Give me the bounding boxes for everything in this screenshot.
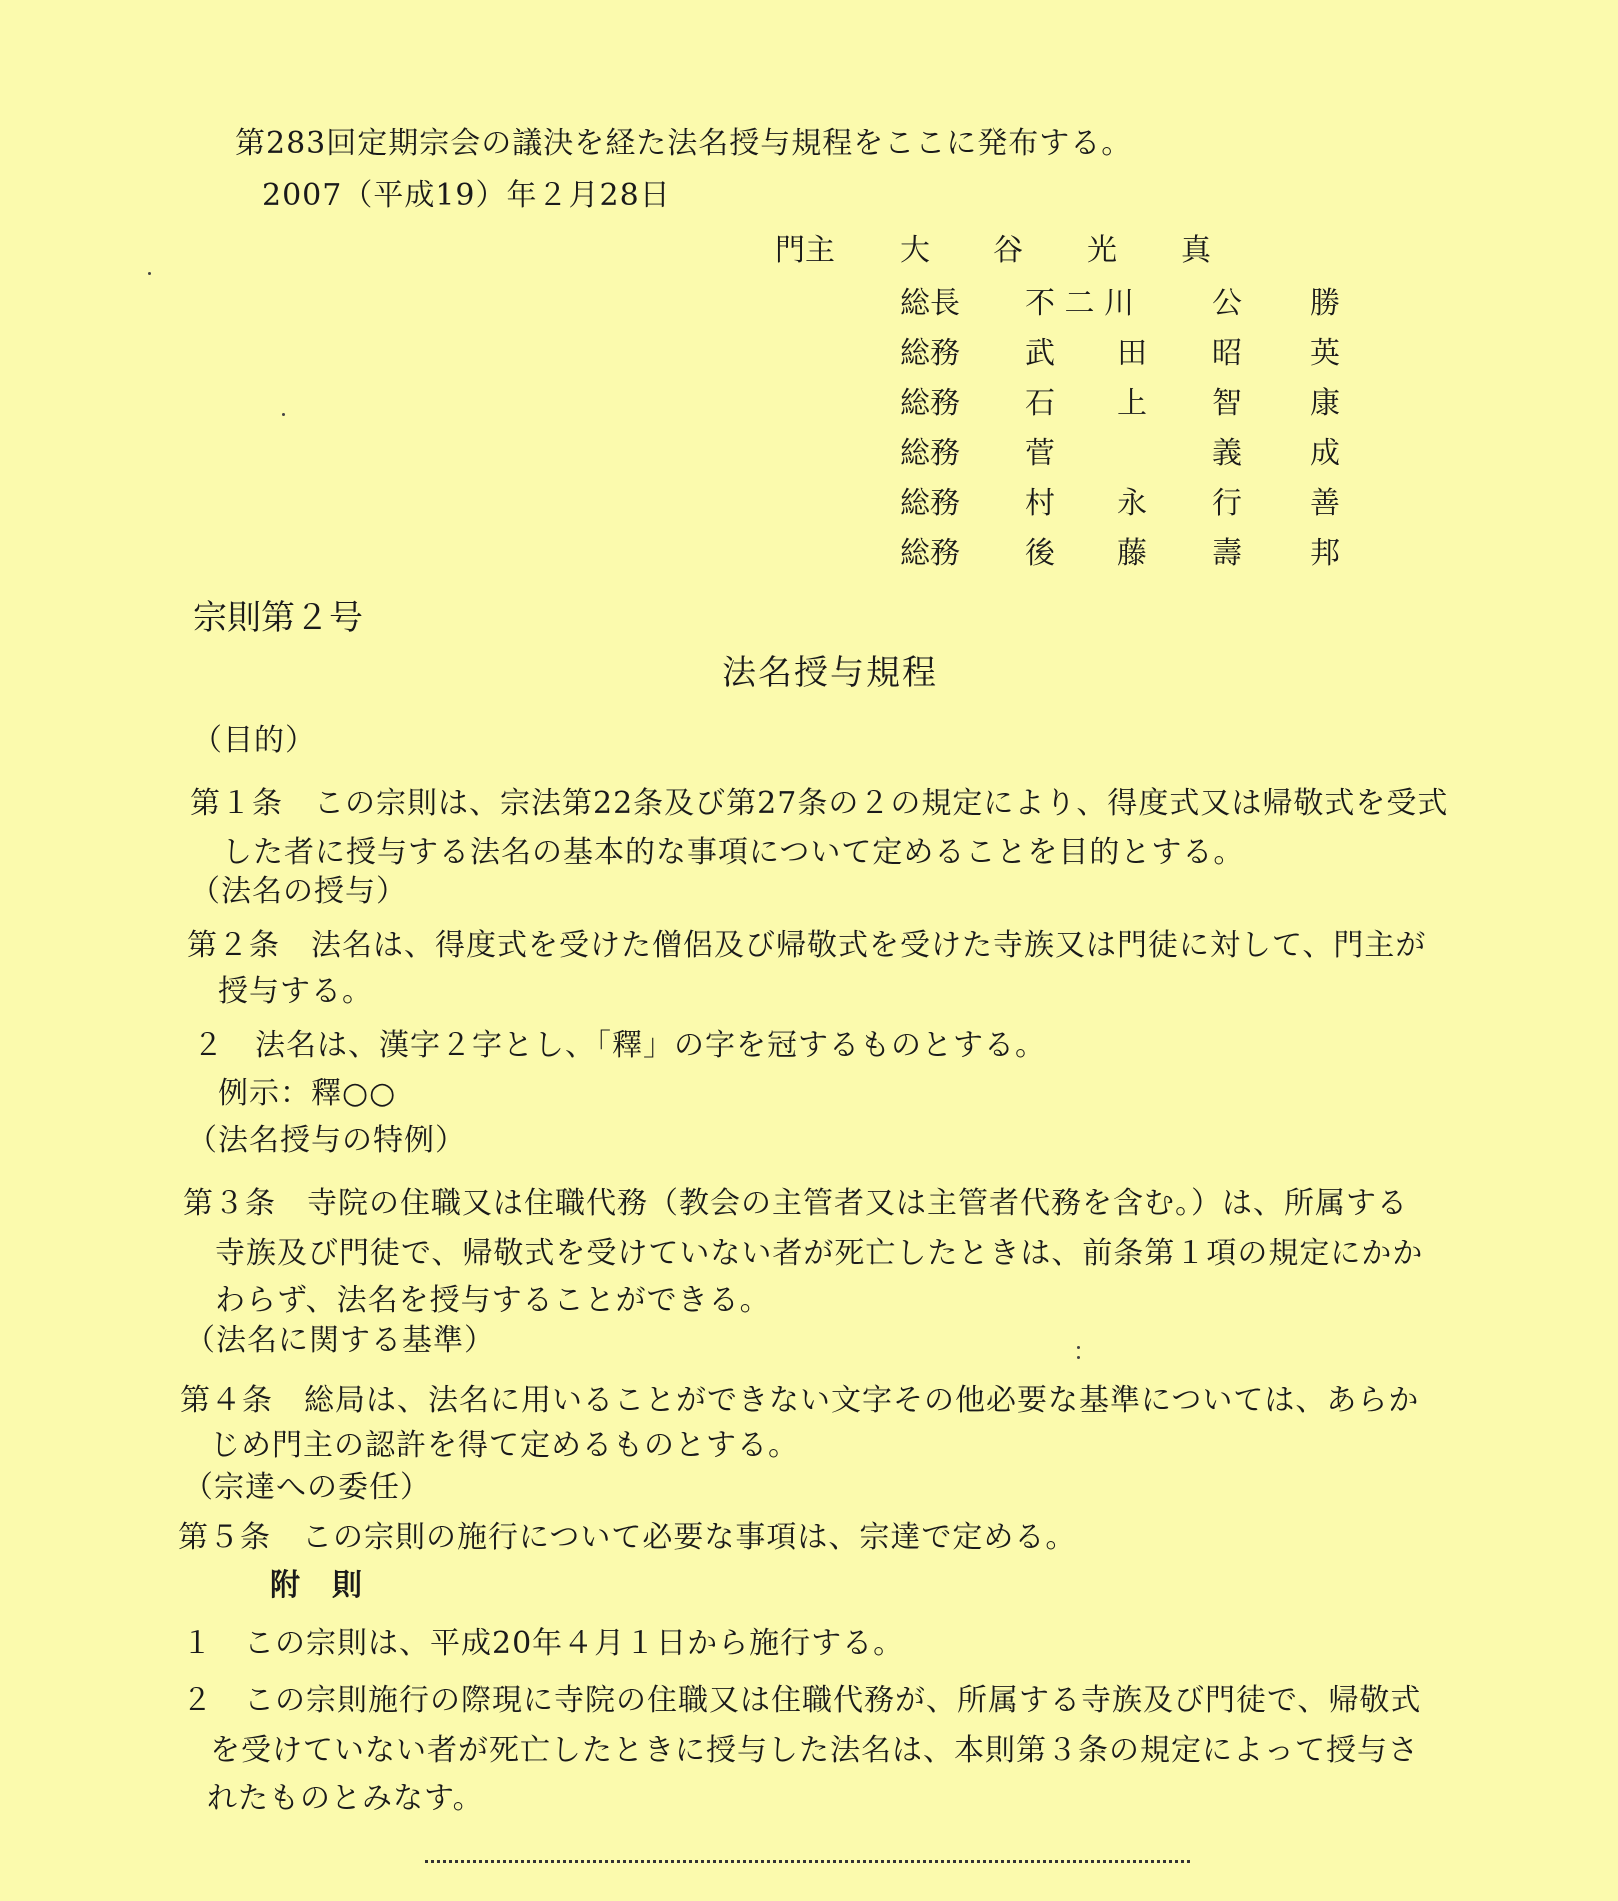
signatory-name-char: 武: [1025, 336, 1055, 371]
signatory-role: 総務: [900, 336, 960, 371]
regulation-title: 法名授与規程: [722, 653, 938, 693]
signatory-name-char: 不 二 川: [1025, 286, 1135, 321]
article-text: 第３条 寺院の住職又は住職代務（教会の主管者又は主管者代務を含む。）は、所属する: [183, 1186, 1408, 1221]
signatory-role: 総務: [900, 386, 960, 421]
promulgation-date: 2007（平成19）年２月28日: [262, 178, 671, 213]
scan-speck: [1077, 1346, 1080, 1349]
signatory-name-char: 上: [1117, 386, 1147, 421]
signatory-name-char: 大: [900, 233, 930, 268]
article-heading: （法名に関する基準）: [185, 1323, 495, 1358]
article-text: した者に授与する法名の基本的な事項について定めることを目的とする。: [222, 835, 1245, 870]
article-heading: （法名授与の特例）: [187, 1123, 466, 1158]
signatory-role: 門主: [775, 233, 835, 268]
article-text: じめ門主の認許を得て定めるものとする。: [210, 1428, 799, 1463]
scan-speck: [282, 413, 285, 416]
signatory-name-char: 田: [1117, 336, 1147, 371]
signatory-role: 総長: [900, 286, 960, 321]
promulgation-statement: 第283回定期宗会の議決を経た法名授与規程をここに発布する。: [235, 126, 1133, 161]
dotted-divider: [425, 1860, 1190, 1863]
supplementary-heading: 附 則: [270, 1568, 363, 1603]
signatory-name-char: 後: [1025, 536, 1055, 571]
supplementary-item: ２ この宗則施行の際現に寺院の住職又は住職代務が、所属する寺族及び門徒で、帰敬式: [182, 1683, 1422, 1718]
article-heading: （目的）: [192, 723, 316, 758]
signatory-name-char: 邦: [1310, 536, 1340, 571]
signatory-official: [0, 278, 1618, 321]
signatory-name-char: 勝: [1310, 286, 1340, 321]
scan-speck: [148, 272, 151, 275]
article-heading: （法名の授与）: [190, 874, 407, 909]
signatory-official: [0, 328, 1618, 371]
signatory-name-char: 村: [1025, 486, 1055, 521]
article-text: わらず、法名を授与することができる。: [215, 1283, 771, 1318]
supplementary-item: １ この宗則は、平成20年４月１日から施行する。: [182, 1626, 905, 1661]
signatory-role: 総務: [900, 436, 960, 471]
signatory-official: [0, 378, 1618, 421]
article-text: 寺族及び門徒で、帰敬式を受けていない者が死亡したときは、前条第１項の規定にかか: [215, 1236, 1424, 1271]
signatory-name-char: 公: [1212, 286, 1242, 321]
signatory-name-char: 永: [1117, 486, 1147, 521]
signatory-name-char: 智: [1212, 386, 1242, 421]
signatory-name-char: 康: [1310, 386, 1340, 421]
supplementary-item: を受けていない者が死亡したときに授与した法名は、本則第３条の規定によって授与さ: [210, 1733, 1419, 1768]
article-text: 第５条 この宗則の施行について必要な事項は、宗達で定める。: [178, 1520, 1077, 1555]
signatory-official: [0, 528, 1618, 571]
rule-number: 宗則第２号: [193, 598, 363, 638]
article-text: 授与する。: [218, 974, 373, 1009]
signatory-official: [0, 478, 1618, 521]
signatory-monshu: [0, 225, 1618, 268]
signatory-name-char: 光: [1087, 233, 1117, 268]
signatory-name-char: 壽: [1212, 536, 1242, 571]
article-text: 第４条 総局は、法名に用いることができない文字その他必要な基準については、あらか: [180, 1383, 1420, 1418]
signatory-name-char: 昭: [1212, 336, 1242, 371]
signatory-name-char: 真: [1181, 233, 1211, 268]
signatory-name-char: 石: [1025, 386, 1055, 421]
signatory-name-char: 成: [1310, 436, 1340, 471]
signatory-name-char: 菅: [1025, 436, 1055, 471]
signatory-name-char: 谷: [993, 233, 1023, 268]
signatory-name-char: 義: [1212, 436, 1242, 471]
supplementary-item: れたものとみなす。: [207, 1781, 484, 1816]
signatory-name-char: 藤: [1117, 536, 1147, 571]
article-heading: （宗達への委任）: [183, 1470, 431, 1505]
article-example: 例示：釋○○: [218, 1076, 397, 1111]
signatory-name-char: 善: [1310, 486, 1340, 521]
article-paragraph: ２ 法名は、漢字２字とし、「釋」の字を冠するものとする。: [193, 1028, 1046, 1063]
article-text: 第２条 法名は、得度式を受けた僧侶及び帰敬式を受けた寺族又は門徒に対して、門主が: [187, 928, 1427, 963]
article-text: 第１条 この宗則は、宗法第22条及び第27条の２の規定により、得度式又は帰敬式を受式: [190, 786, 1449, 821]
signatory-name-char: 英: [1310, 336, 1340, 371]
scan-speck: [1077, 1356, 1080, 1359]
signatory-official: [0, 428, 1618, 471]
signatory-name-char: 行: [1212, 486, 1242, 521]
signatory-role: 総務: [900, 536, 960, 571]
signatory-role: 総務: [900, 486, 960, 521]
